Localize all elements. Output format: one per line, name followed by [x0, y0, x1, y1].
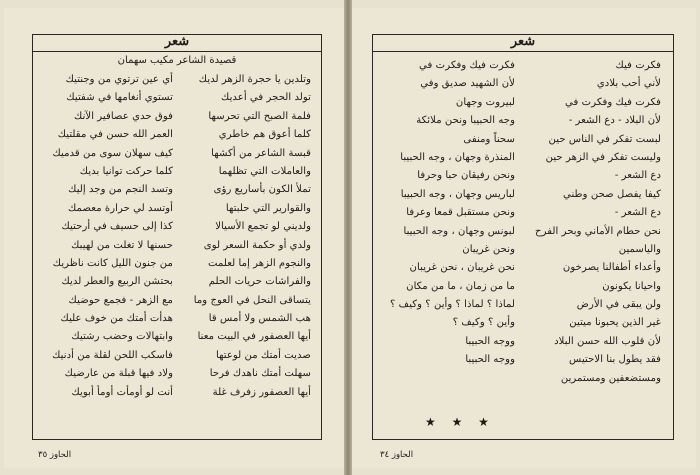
- verse-line: وأين ؟ وكيف ؟: [452, 317, 515, 329]
- left-header-bar: [33, 35, 321, 52]
- verse-line: أيها العصفور في البيت معنا: [197, 331, 311, 343]
- verse-line: ولديني لو تجمع الأسيالا: [215, 221, 311, 233]
- verse-line: حسنها لا تغلت من لهيبك: [71, 239, 173, 251]
- verse-line: والقوارير التي حلبتها: [225, 202, 311, 214]
- verse-line: كذا إلى حسيف في أرحتيك: [61, 221, 173, 233]
- verse-line: ولن يبقى في الأرض: [576, 299, 661, 311]
- book-gutter: [344, 0, 352, 475]
- verse-line: فاسكب اللحن لقلة من أدنيك: [52, 349, 173, 361]
- verse-line: صديت أمتك من لوعتها: [215, 349, 311, 361]
- right-column-left: [379, 57, 515, 370]
- verse-line: فكرت فيك وفكرت في: [419, 60, 515, 71]
- verse-line: فكرت فيك وفكرت في: [565, 96, 661, 108]
- verse-line: أنت لو أومأت أومأ أبويك: [71, 386, 173, 398]
- verse-line: ونحن مستقبل قمعا وعرفا: [406, 207, 515, 219]
- verse-line: ما من زمان ، ما من مكان: [406, 280, 515, 292]
- verse-line: العمر الله حسن في مقلتيك: [57, 129, 173, 141]
- verse-line: لبونس وجهان ، وجه الحبيبا: [403, 225, 515, 237]
- verse-line: والنجوم الزهر إما لعلمت: [207, 257, 311, 269]
- verse-line: لماذا ؟ لماذا ؟ وأين ؟ وكيف ؟: [390, 299, 515, 311]
- verse-line: وتلدين يا حجرة الزهر لديك: [198, 74, 311, 85]
- verse-line: تملأ الكون بأساريع رؤى: [213, 184, 311, 196]
- verse-line: أوتسد لي حرارة معصمك: [67, 202, 173, 214]
- verse-line: والياسمين: [618, 243, 661, 255]
- verse-line: تستوي أنغامها في شفتيك: [66, 92, 173, 104]
- verse-line: قبسة الشاعر من أكشها: [211, 147, 311, 159]
- verse-line: فلمة الصبح التي تحرسها: [208, 110, 311, 122]
- verse-line: بحتشن الربيع والعطر لديك: [61, 276, 173, 288]
- verse-line: نحن حطام الأماني وبحر الفرح: [535, 225, 661, 237]
- left-page: [4, 8, 344, 468]
- verse-line: تولد الحجر في أعديك: [220, 92, 311, 104]
- verse-line: فقد يطول بنا الاحتيس: [568, 354, 661, 366]
- verse-line: لأن البلاد - دع الشعر -: [568, 115, 661, 127]
- verse-line: المنذرة وجهان ، وجه الحبيبا: [400, 151, 515, 163]
- right-page: [352, 8, 696, 468]
- left-column-right: [187, 71, 311, 402]
- left-column-left: [43, 71, 173, 402]
- verse-line: من جنون الليل كانت ناظريك: [52, 257, 173, 269]
- section-stars: ★ ★ ★: [425, 415, 495, 429]
- verse-line: كلما أعوق هم خاطري: [218, 129, 311, 141]
- verse-line: لأني أحب بلادي: [596, 78, 661, 90]
- verse-line: دع الشعر -: [614, 207, 661, 219]
- verse-line: ووجه الحبيبا: [465, 354, 515, 366]
- verse-line: فوق حدي عصافير الآنك: [73, 110, 173, 122]
- verse-line: لباريس وجهان ، وجه الحبيبا: [400, 188, 515, 200]
- verse-line: ولدي أو حكمة السعر لوى: [203, 239, 311, 251]
- verse-line: والعاملات التي تظلهما: [218, 165, 311, 177]
- right-header-bar: [373, 35, 673, 52]
- verse-line: لأن قلوب الله حسن البلاد: [554, 335, 661, 347]
- verse-line: لأن الشهيد صديق وفي: [420, 78, 515, 90]
- right-page-frame: [372, 34, 674, 440]
- verse-line: ومستضعفين ومستمرين: [560, 372, 661, 384]
- verse-line: فكرت فيك: [615, 60, 661, 71]
- verse-line: وأعداء أطفالنا يصرخون: [562, 262, 661, 274]
- verse-line: يتساقى النحل في العوج وما: [193, 294, 311, 306]
- verse-line: هدأت أمتك من خوف عليك: [60, 313, 173, 325]
- verse-line: نحن غريبان ، نحن غريبان: [409, 262, 515, 274]
- left-header-title: شعر: [164, 34, 190, 49]
- verse-line: لبست تفكر في الناس حين: [548, 133, 661, 145]
- poem-title: قصيدة الشاعر مكيب سهمان: [117, 55, 237, 66]
- verse-line: كلما حركت توانيا بديك: [79, 165, 173, 177]
- right-page-number: الحاوز ٣٤: [380, 450, 414, 460]
- right-header-title: شعر: [510, 34, 536, 49]
- verse-line: وجه الحبيبا ونحن ملائكة: [416, 115, 515, 127]
- left-page-number: الحاوز ٣٥: [38, 450, 72, 460]
- verse-line: كيفا يفصل صحن وطني: [562, 188, 661, 200]
- verse-line: وليست تفكر في الزهر حين: [545, 151, 661, 163]
- left-page-frame: [32, 34, 322, 440]
- verse-line: دع الشعر -: [614, 170, 661, 182]
- verse-line: غير الذين يحبونا ميتين: [569, 317, 661, 329]
- verse-line: ووجه الحبيبا: [465, 335, 515, 347]
- verse-line: وتسد النجم من وجد إليك: [68, 184, 173, 196]
- verse-line: سهلت أمتك ناهدك فرحا: [209, 368, 311, 380]
- verse-line: أي عين ترتوي من وجنتيك: [65, 74, 173, 85]
- verse-line: والفراشات حريات الحلم: [208, 276, 311, 288]
- verse-line: كيف سهلان سوى من قدميك: [52, 147, 173, 159]
- verse-line: أيها العصفور زفرف غلة: [212, 386, 311, 398]
- verse-line: واحيانا يكونون: [602, 280, 661, 292]
- right-column-right: [523, 57, 661, 388]
- verse-line: ونحن رفيقان حبا وحرفا: [417, 170, 515, 182]
- verse-line: هب الشمس ولا أمس قا: [208, 313, 311, 325]
- verse-line: ونحن غريبان: [462, 243, 515, 255]
- verse-line: وابتهالات وحضب رشتيك: [71, 331, 173, 343]
- verse-line: لبيروت وجهان: [455, 96, 515, 108]
- verse-line: مع الزهر - فجمع حوضيك: [68, 294, 173, 306]
- verse-line: ولاد فيها قبلة من عارضيك: [64, 368, 173, 380]
- verse-line: سحناً ومنفى: [463, 133, 515, 145]
